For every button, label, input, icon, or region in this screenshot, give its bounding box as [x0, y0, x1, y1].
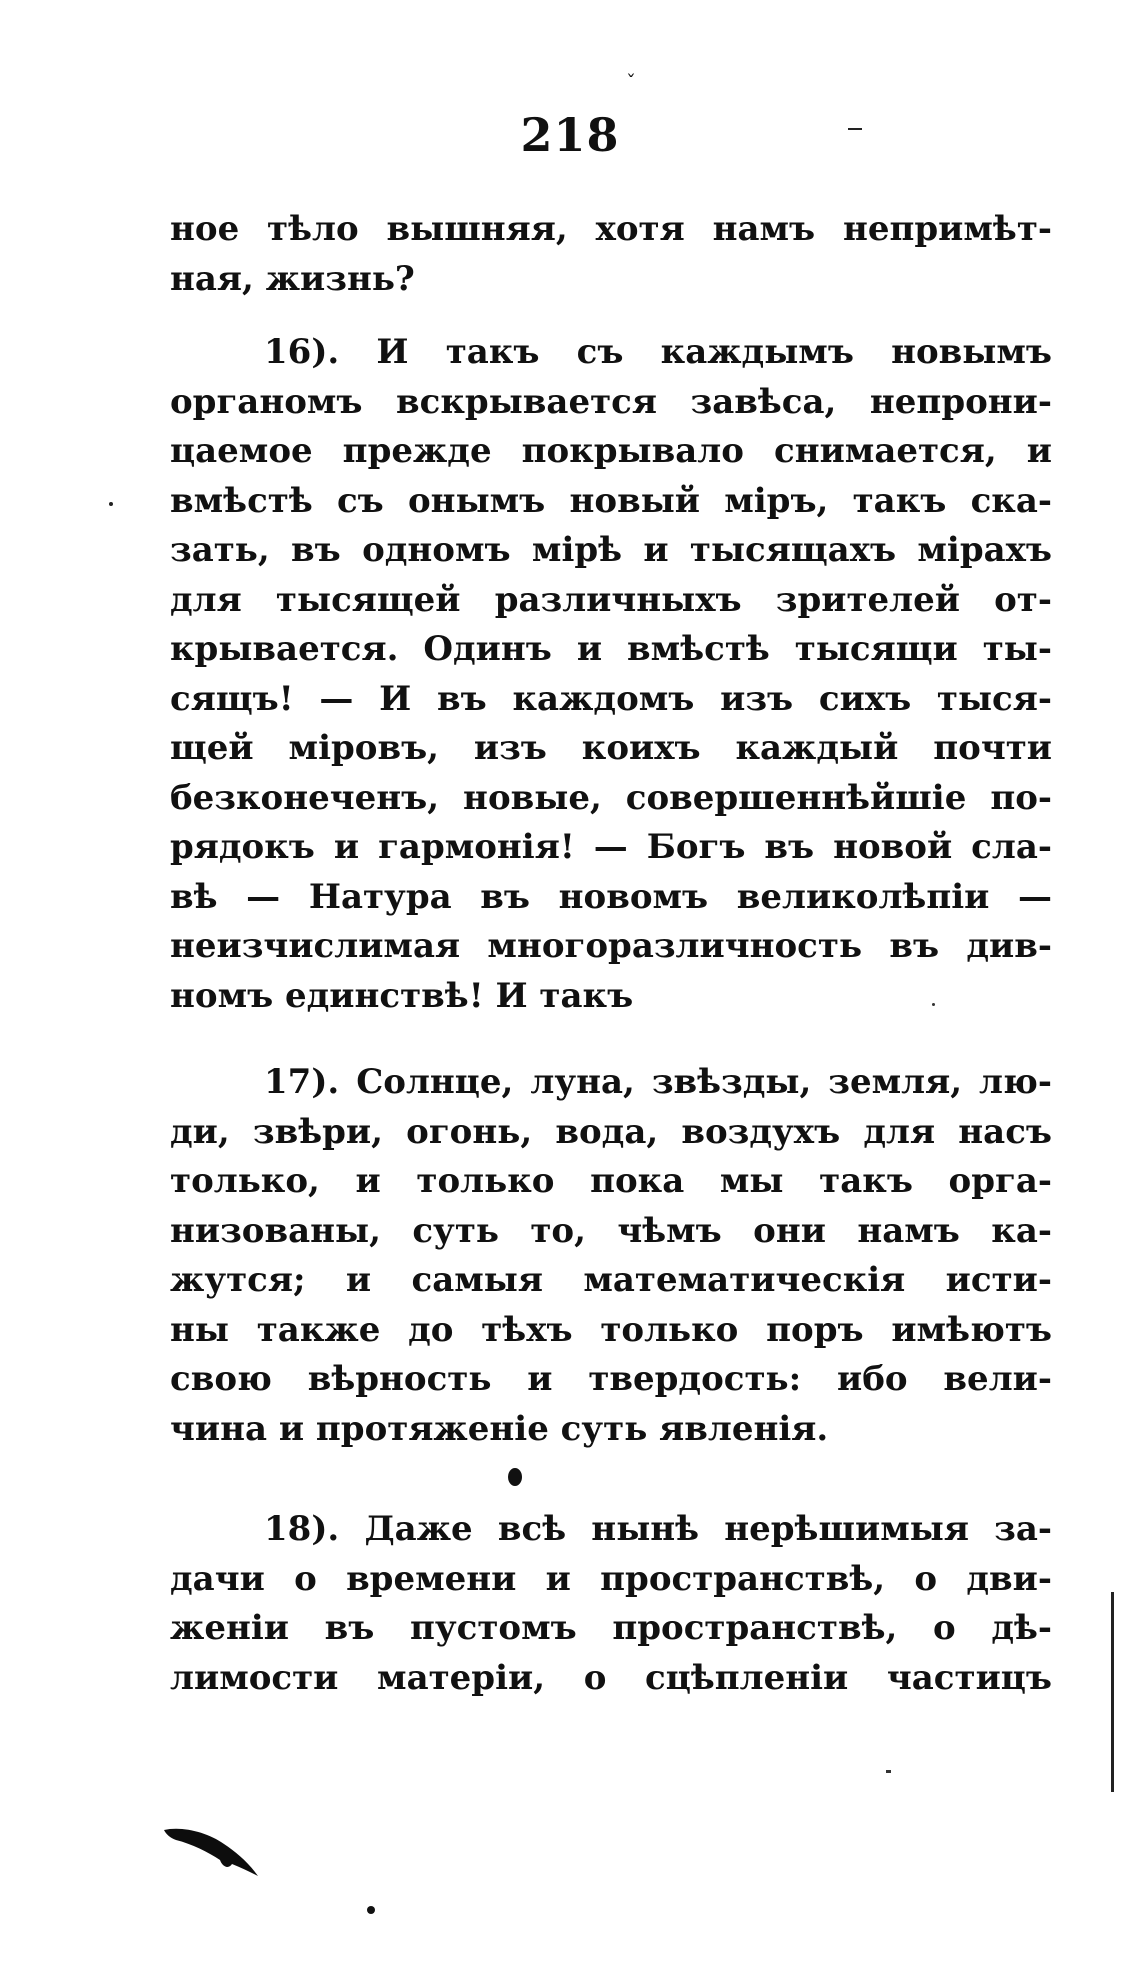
text-line: 18). Даже всѣ нынѣ нерѣшимыя за-	[264, 1509, 1052, 1549]
text-line: лимости матеріи, о сцѣпленіи частицъ	[170, 1657, 1052, 1698]
speck-mark	[886, 1770, 891, 1773]
text-line: только, и только пока мы такъ орга-	[170, 1161, 1052, 1201]
text-line: ная, жизнь?	[170, 258, 415, 299]
text-line: номъ единствѣ! И такъ	[170, 975, 634, 1016]
text-line: дачи о времени и пространствѣ, о дви-	[170, 1558, 1052, 1599]
paragraph-17	[170, 1058, 1052, 1454]
paragraph-16	[170, 328, 1052, 1021]
continuation-text	[170, 205, 1052, 304]
text-line: безконеченъ, новые, совершеннѣйшіе по-	[170, 777, 1052, 818]
text-line: цаемое прежде покрывало снимается, и	[170, 431, 1052, 471]
text-line: жутся; и самыя математическія исти-	[170, 1260, 1052, 1300]
text-line: крывается. Одинъ и вмѣстѣ тысящи ты-	[170, 629, 1052, 669]
text-line: для тысящей различныхъ зрителей от-	[170, 579, 1052, 620]
paragraph-18	[170, 1505, 1052, 1703]
speck-mark	[109, 502, 113, 506]
text-line: щей міровъ, изъ коихъ каждый почти	[170, 728, 1052, 768]
text-line: ное тѣло вышняя, хотя намъ непримѣт-	[170, 209, 1052, 249]
text-line: органомъ вскрывается завѣса, непрони-	[170, 381, 1052, 422]
speck-mark	[508, 1468, 522, 1486]
text-line: 16). И такъ съ каждымъ новымъ	[264, 332, 1052, 372]
text-line: вѣ — Натура въ новомъ великолѣпіи —	[170, 876, 1052, 917]
text-line: сящъ! — И въ каждомъ изъ сихъ тыся-	[170, 678, 1052, 719]
text-line: неизчислимая многоразличность въ див-	[170, 926, 1052, 966]
text-line: зать, въ одномъ мірѣ и тысящахъ мірахъ	[170, 530, 1052, 570]
text-line: женіи въ пустомъ пространствѣ, о дѣ-	[170, 1608, 1052, 1648]
margin-rule	[1111, 1592, 1114, 1792]
text-line: ди, звѣри, огонь, вода, воздухъ для насъ	[170, 1111, 1052, 1152]
text-line: рядокъ и гармонія! — Богъ въ новой сла-	[170, 827, 1052, 867]
speck-mark: ˇ	[626, 70, 636, 94]
text-line: ны также до тѣхъ только поръ имѣютъ	[170, 1309, 1052, 1350]
text-line: свою вѣрность и твердость: ибо вели-	[170, 1359, 1052, 1399]
text-line: вмѣстѣ съ онымъ новый міръ, такъ ска-	[170, 480, 1052, 521]
ink-blot-icon	[162, 1822, 262, 1882]
speck-mark	[367, 1906, 375, 1914]
text-line: низованы, суть то, чѣмъ они намъ ка-	[170, 1210, 1052, 1251]
text-line: 17). Солнце, луна, звѣзды, земля, лю-	[264, 1062, 1052, 1102]
page-number: 218	[520, 108, 620, 162]
speck-mark	[848, 128, 862, 130]
text-line: чина и протяженіе суть явленія.	[170, 1408, 829, 1449]
